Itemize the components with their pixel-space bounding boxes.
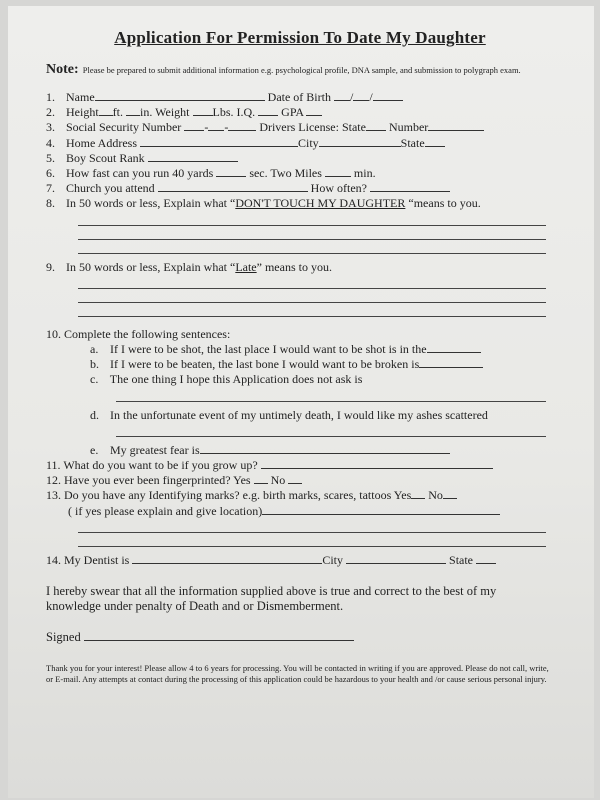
thank-you-note: Thank you for your interest! Please allow 4 to 6 years for processing. You will be contacted in writing if you are approved. Please do not call, write, or E-mail. Any attempts at contact during the processing of this application could be hazardous to your health and /or cause serious personal injury. (46, 663, 549, 685)
boy-scout-rank-field[interactable] (148, 151, 238, 162)
ssn-part-3-field[interactable] (228, 120, 256, 131)
grow-up-field[interactable] (261, 458, 493, 469)
dentist-field[interactable] (132, 553, 322, 564)
dentist-state-field[interactable] (476, 553, 496, 564)
weight-field[interactable] (193, 105, 213, 116)
fingerprinted-yes-field[interactable] (254, 473, 268, 484)
question-7: 7. Church you attend How often? (46, 181, 554, 196)
application-form (8, 6, 594, 798)
question-14: 14. My Dentist is City State (46, 553, 554, 568)
question-3: 3. Social Security Number - - Drivers License: State Number (46, 120, 554, 135)
question-12: 12. Have you ever been fingerprinted? Yes No (46, 473, 554, 488)
sentence-a-field[interactable] (427, 342, 481, 353)
dob-month-field[interactable] (334, 90, 350, 101)
question-13: 13. Do you have any Identifying marks? e.g. birth marks, scares, tattoos Yes No (46, 488, 554, 503)
answer-line[interactable] (116, 388, 546, 402)
gpa-field[interactable] (306, 105, 322, 116)
answer-line[interactable] (116, 423, 546, 437)
church-frequency-field[interactable] (370, 181, 450, 192)
answer-line[interactable] (78, 303, 546, 317)
ssn-part-2-field[interactable] (208, 120, 224, 131)
answer-line[interactable] (78, 519, 546, 533)
question-11: 11. What do you want to be if you grow up? (46, 458, 554, 473)
sentence-a: a. If I were to be shot, the last place I would want to be shot is in the (46, 342, 554, 357)
marks-no-field[interactable] (443, 488, 457, 499)
height-in-field[interactable] (126, 105, 140, 116)
answer-line[interactable] (78, 289, 546, 303)
dob-day-field[interactable] (353, 90, 369, 101)
question-8: 8. In 50 words or less, Explain what “DON'T TOUCH MY DAUGHTER “means to you. (46, 196, 481, 211)
ssn-part-1-field[interactable] (184, 120, 204, 131)
answer-line[interactable] (78, 226, 546, 240)
sentence-b-field[interactable] (419, 357, 483, 368)
license-state-field[interactable] (366, 120, 386, 131)
note-label: Note: (46, 62, 79, 77)
question-1: 1. Name Date of Birth / / (46, 90, 554, 105)
form-title: Application For Permission To Date My Daughter (114, 28, 486, 47)
oath-statement: I hereby swear that all the information supplied above is true and correct to the best of my knowledge under penalty of Death and or Dismemberment. (46, 584, 497, 614)
answer-line[interactable] (78, 212, 546, 226)
iq-field[interactable] (258, 105, 278, 116)
city-field[interactable] (319, 136, 401, 147)
dob-year-field[interactable] (373, 90, 403, 101)
question-6: 6. How fast can you run 40 yards sec. Two Miles min. (46, 166, 376, 181)
note-text: Please be prepared to submit additional information e.g. psychological profile, DNA sample, and submission to polygraph exam. (82, 65, 521, 75)
church-field[interactable] (158, 181, 308, 192)
license-number-field[interactable] (428, 120, 484, 131)
answer-line[interactable] (78, 240, 546, 254)
note (46, 64, 554, 76)
fingerprinted-no-field[interactable] (288, 473, 302, 484)
dentist-city-field[interactable] (346, 553, 446, 564)
sentence-e: e. My greatest fear is (46, 443, 554, 458)
sentence-c: c. The one thing I hope this Application does not ask is (90, 372, 363, 387)
home-address-field[interactable] (140, 136, 298, 147)
question-10: 10. Complete the following sentences: (46, 326, 231, 341)
name-field[interactable] (95, 90, 265, 101)
marks-yes-field[interactable] (411, 488, 425, 499)
question-13-detail: ( if yes please explain and give location) (46, 504, 554, 519)
height-ft-field[interactable] (99, 105, 113, 116)
question-4: 4. Home Address City State (46, 136, 554, 151)
question-2: 2. Height ft. in. Weight Lbs. I.Q. GPA (46, 105, 554, 120)
two-mile-time-field[interactable] (325, 166, 351, 177)
question-9: 9. In 50 words or less, Explain what “Late” means to you. (46, 259, 332, 274)
sentence-d: d. In the unfortunate event of my untimely death, I would like my ashes scattered (90, 407, 488, 422)
forty-yard-time-field[interactable] (216, 166, 246, 177)
question-5: 5. Boy Scout Rank (46, 151, 554, 166)
state-field[interactable] (425, 136, 445, 147)
answer-line[interactable] (78, 275, 546, 289)
answer-line[interactable] (78, 533, 546, 547)
sentence-e-field[interactable] (200, 443, 450, 454)
signature-row: Signed (46, 630, 554, 645)
sentence-b: b. If I were to be beaten, the last bone I would want to be broken is (46, 357, 554, 372)
signature-field[interactable] (84, 630, 354, 641)
marks-location-field[interactable] (262, 504, 500, 515)
